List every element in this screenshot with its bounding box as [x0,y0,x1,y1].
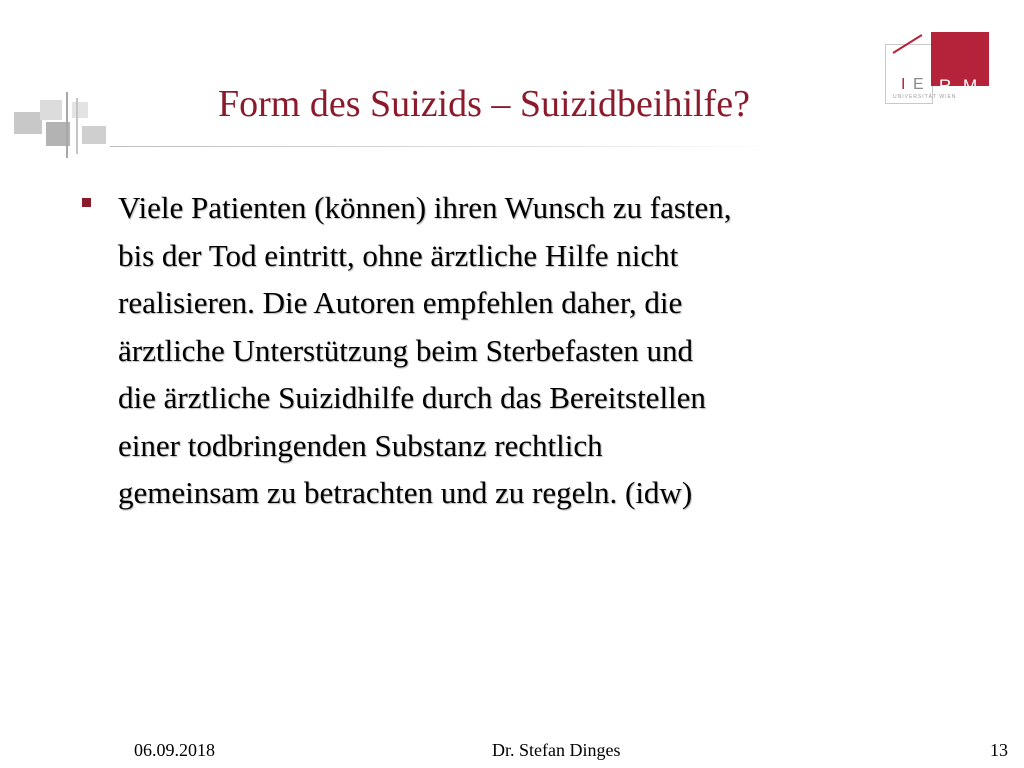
footer-date: 06.09.2018 [134,740,215,760]
square-bullet-icon [82,198,91,207]
footer-author: Dr. Stefan Dinges [492,740,621,760]
logo-letter-r: R [939,76,952,95]
bullet-line: bis der Tod eintritt, ohne ärztliche Hilfe nicht [118,237,679,273]
bullet-line: ärztliche Unterstützung beim Sterbefasten und [118,332,694,368]
logo-letter-m: M [963,76,978,95]
bullet-line: Viele Patienten (können) ihren Wunsch zu fasten, [118,190,732,225]
decorative-squares [10,92,110,162]
bullet-line: die ärztliche Suizidhilfe durch das Bereitstellen [118,380,706,415]
logo-letter-i: I [901,76,906,93]
bullet-line: gemeinsam zu betrachten und zu regeln. (idw) [118,475,693,510]
bullet-line: realisieren. Die Autoren empfehlen daher, die [118,285,683,320]
logo-letter-e: E [913,76,924,93]
bullet-line: einer todbringenden Substanz rechtlich [118,427,603,463]
bullet-text [118,184,938,517]
footer-page-number: 13 [990,740,1008,760]
ierm-logo [885,32,991,104]
logo-subtitle: UNIVERSITÄT WIEN [893,94,957,100]
slide-title: Form des Suizids – Suizidbeihilfe? [218,83,750,125]
title-divider [110,146,780,147]
